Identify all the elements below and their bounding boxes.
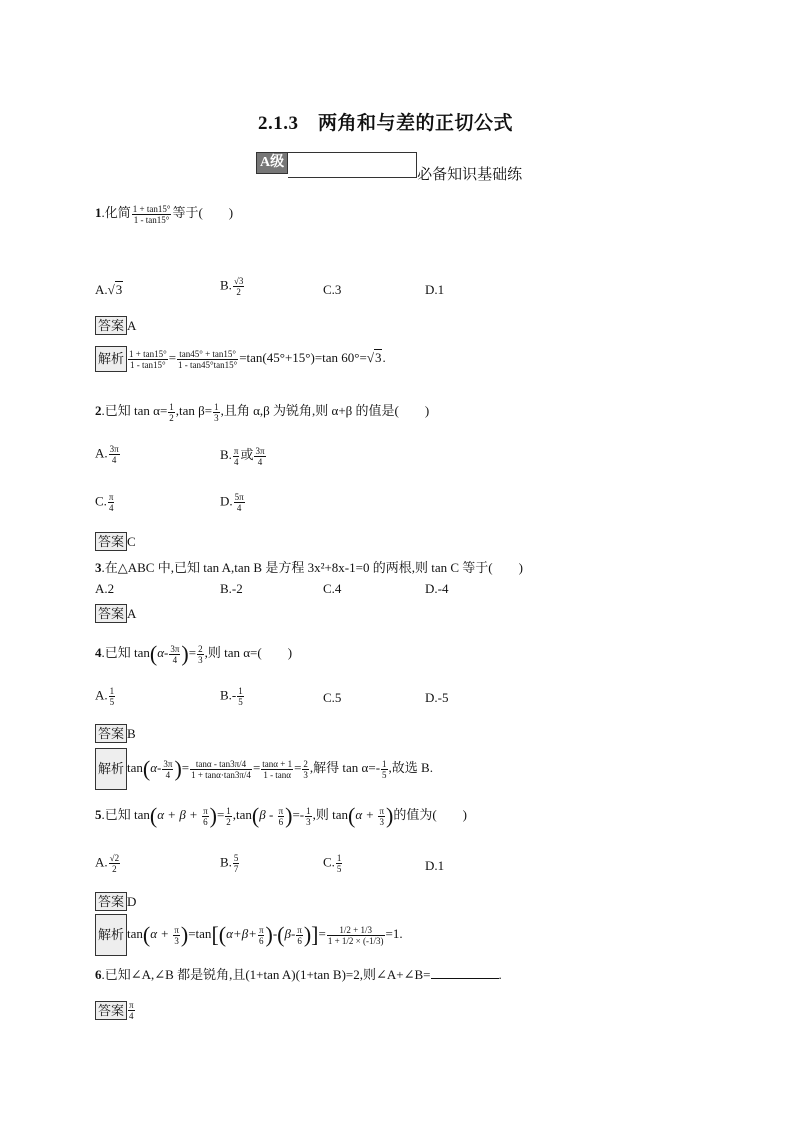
option-c: C. $\frac{\pi}{4}$ [95,492,114,513]
option-b: B. $\frac{\pi}{4}$ 或 $\frac{3\pi}{4}$ [220,445,265,467]
option-d: D.1 [425,282,445,297]
answer-row: 答案 B [95,724,136,743]
option-a: A. $\frac{1}{5}$ [95,686,115,707]
answer-badge: 答案 [95,316,127,335]
answer-badge: 答案 [95,724,127,743]
answer-row: 答案 C [95,532,136,551]
option-c: C.5 [323,690,342,705]
answer-row: 答案 $\frac{\pi}{4}$ [95,1000,136,1021]
analysis-badge: 解析 [95,914,127,956]
question-text: 等于( ) [172,205,234,220]
analysis-row: 解析 tan(α- $\frac{3\pi}{4}$ )= $\frac{\tan\alpha - \tan 3\pi/4}{1 + \tan\alpha\cdot\tan 3\pi/4}$ = $\frac{\tan\alpha + 1}{1 - \tan\alpha}$ = $\frac{2}{3}$ ,解得 tan α=- $\frac{1}{5}$ ,故选 B. [95,748,433,790]
fraction: $\frac{1 + \tan 15^\circ}{1 - \tan 15^\circ}$ [132,203,171,225]
answer-blank[interactable] [431,966,499,979]
page-title: 2.1.3 两角和与差的正切公式 [258,113,514,134]
question-5: 5.已知 tan(α + β + $\frac{\pi}{6}$ )= $\frac{1}{2}$ ,tan(β - $\frac{\pi}{6}$ )=- $\frac{1}{3}$ ,则 tan(α + $\frac{\pi}{3}$ )的值为( ) [95,803,467,829]
option-b: B. $\frac{5}{7}$ [220,853,239,874]
question-2: 2.已知 tan α= $\frac{1}{2}$ ,tan β= $\frac{1}{3}$ ,且角 α,β 为锐角,则 α+β 的值是( ) [95,401,430,423]
analysis-row: 解析 tan(α + $\frac{\pi}{3}$ )=tan[(α+β+ $\frac{\pi}{6}$ )-(β- $\frac{\pi}{6}$ )]= $\frac{1/2 + 1/3}{1 + 1/2 \times (-1/3)}$ =1. [95,914,403,956]
answer-badge: 答案 [95,1001,127,1020]
option-d: D. $\frac{5\pi}{4}$ [220,492,244,513]
answer-value: A [127,318,137,333]
analysis-row: 解析 $\frac{1 + \tan 15^\circ}{1 - \tan 15^\circ}$ = $\frac{\tan 45^\circ + \tan 15^\circ}{1 - \tan 45^\circ\tan 15^\circ}$ =tan(45°+15°)=tan 60°=√3. [95,346,386,372]
question-number: 1 [95,205,102,220]
option-b: B.- $\frac{1}{5}$ [220,686,243,707]
option-b: B.-2 [220,581,243,596]
option-a: A.2 [95,581,115,596]
option-a: A. $\frac{3\pi}{4}$ [95,444,119,465]
option-d: D.-4 [425,581,449,596]
option-c: C. $\frac{1}{5}$ [323,853,342,874]
answer-badge: 答案 [95,892,127,911]
option-c: C.3 [323,282,342,297]
level-subtitle: 必备知识基础练 [417,167,523,183]
analysis-badge: 解析 [95,346,127,372]
level-header [256,152,523,183]
option-c: C.4 [323,581,342,596]
option-a: A.√3 [95,282,123,297]
answer-badge: 答案 [95,604,127,623]
question-text: .化简 [101,205,131,220]
option-d: D.-5 [425,690,449,705]
level-box [288,152,417,178]
question-4: 4.已知 tan(α- $\frac{3\pi}{4}$ )= $\frac{2}{3}$ ,则 tan α=( ) [95,641,293,667]
analysis-badge: 解析 [95,748,127,790]
option-b: B. $\frac{√3}{2}$ [220,276,244,297]
level-badge: A级 [256,152,288,174]
option-a: A. $\frac{√2}{2}$ [95,853,120,874]
answer-row: 答案 A [95,604,136,623]
sqrt: 3 [115,282,123,297]
question-3: 3.在△ABC 中,已知 tan A,tan B 是方程 3x²+8x-1=0 的两根,则 tan C 等于( ) [95,560,523,575]
option-d: D.1 [425,858,445,873]
answer-row: 答案 D [95,892,136,911]
question-1 [95,202,233,225]
answer-badge: 答案 [95,532,127,551]
answer-row [95,316,136,335]
question-6: 6.已知∠A,∠B 都是锐角,且(1+tan A)(1+tan B)=2,则∠A+∠B= . [95,967,502,982]
